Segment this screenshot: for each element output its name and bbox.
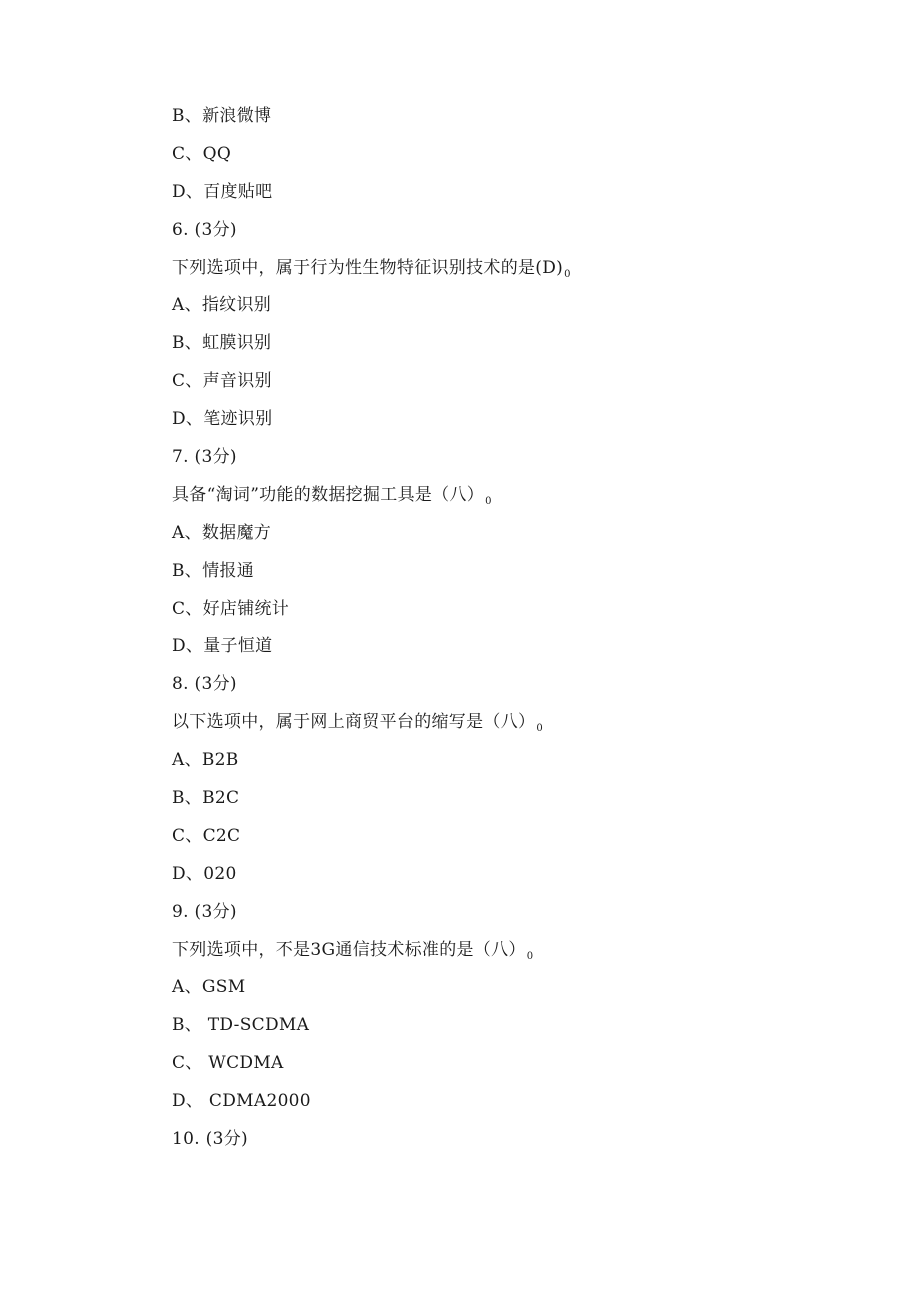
option-d-q7: D、量子恒道 [172,636,273,657]
option-c-q8: C、C2C [172,825,241,846]
question-8-stem: 以下选项中，属于网上商贸平台的缩写是（八） [172,712,536,733]
option-b-q6: B、虹膜识别 [172,333,272,354]
option-c-q9: C、 WCDMA [172,1053,284,1074]
question-10-number: 10. (3分) [172,1129,248,1150]
option-c-q5: C、QQ [172,143,232,164]
question-list [172,98,872,1159]
option-d-q9: D、 CDMA2000 [172,1091,311,1112]
question-7-number: 7. (3分) [172,447,237,468]
option-d-q5: D、百度贴吧 [172,181,273,202]
option-a-q8: A、B2B [172,750,239,771]
option-c-q6: C、声音识别 [172,371,272,392]
option-c-q7: C、好店铺统计 [172,598,290,619]
question-8-number: 8. (3分) [172,674,237,695]
question-6-stem: 下列选项中，属于行为性生物特征识别技术的是(D) [172,257,564,278]
question-6-number: 6. (3分) [172,219,237,240]
question-7-stem: 具备“淘词”功能的数据挖掘工具是（八） [172,484,485,505]
option-d-q6: D、笔迹识别 [172,409,273,430]
question-9-stem: 下列选项中，不是3G通信技术标准的是（八） [172,939,526,960]
question-6-text [172,250,872,288]
question-8-trailing-mark: 0 [536,723,543,735]
option-b-q8: B、B2C [172,788,240,809]
option-b-q9: B、 TD-SCDMA [172,1015,310,1036]
question-9-text [172,932,872,970]
question-8-text [172,704,872,742]
question-9-number: 9. (3分) [172,901,237,922]
option-b-q7: B、情报通 [172,560,254,581]
option-d-q8: D、020 [172,863,237,884]
option-a-q7: A、数据魔方 [172,522,272,543]
option-b-q5: B、新浪微博 [172,106,272,126]
option-a-q9: A、GSM [172,977,246,998]
question-7-text [172,477,872,515]
question-7-trailing-mark: 0 [485,495,492,507]
question-9-trailing-mark: 0 [526,950,534,962]
question-6-trailing-mark: 0 [564,268,571,280]
option-a-q6: A、指纹识别 [172,295,272,316]
